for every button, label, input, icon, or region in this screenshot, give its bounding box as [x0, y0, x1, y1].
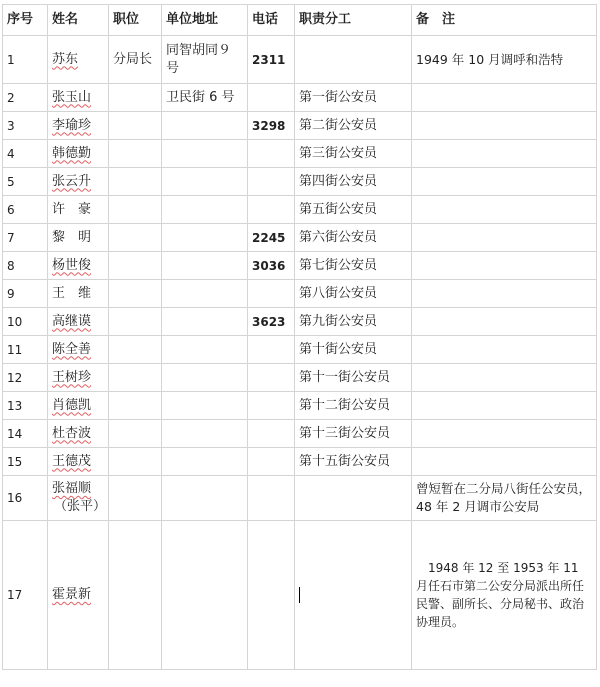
remark-cell [412, 112, 597, 140]
seq-cell: 2 [3, 84, 48, 112]
person-name: 张福顺 [52, 481, 92, 496]
address-cell [162, 392, 248, 420]
person-name: 杜杏波 [52, 425, 92, 441]
name-cell [48, 84, 109, 112]
duty-cell: 第十五街公安员 [295, 448, 412, 476]
table-row [3, 196, 597, 224]
phone-cell [248, 392, 295, 420]
seq-cell: 4 [3, 140, 48, 168]
remark-cell [412, 84, 597, 112]
duty-cell: 第六街公安员 [295, 224, 412, 252]
name-cell [48, 521, 109, 670]
phone-cell [248, 140, 295, 168]
position-cell [109, 308, 162, 336]
address-cell [162, 448, 248, 476]
text-cursor [299, 587, 300, 603]
person-name: 许 豪 [52, 201, 92, 217]
person-name: 苏东 [52, 51, 79, 67]
address-cell [162, 140, 248, 168]
duty-cell: 第十二街公安员 [295, 392, 412, 420]
seq-cell: 7 [3, 224, 48, 252]
table-row [3, 84, 597, 112]
duty-cell: 第九街公安员 [295, 308, 412, 336]
person-name: 高继谟 [52, 313, 92, 329]
name-cell [48, 392, 109, 420]
name-cell [48, 252, 109, 280]
name-cell [48, 364, 109, 392]
seq-cell: 6 [3, 196, 48, 224]
phone-cell [248, 280, 295, 308]
person-name: 王树珍 [52, 369, 92, 385]
duty-cell: 第十一街公安员 [295, 364, 412, 392]
address-cell [162, 112, 248, 140]
seq-cell: 15 [3, 448, 48, 476]
remark-cell [412, 364, 597, 392]
phone-cell [248, 476, 295, 521]
person-alias: （张平） [54, 499, 107, 514]
address-cell [162, 280, 248, 308]
phone-cell [248, 168, 295, 196]
address-cell [162, 196, 248, 224]
address-cell [162, 420, 248, 448]
address-cell [162, 168, 248, 196]
remark-cell [412, 252, 597, 280]
address-cell [162, 521, 248, 670]
person-name: 霍景新 [52, 587, 92, 602]
name-cell [48, 336, 109, 364]
remark-cell [412, 224, 597, 252]
name-cell [48, 36, 109, 84]
seq-cell: 5 [3, 168, 48, 196]
header-phone: 电话 [248, 5, 295, 36]
duty-cell: 第四街公安员 [295, 168, 412, 196]
remark-cell [412, 308, 597, 336]
phone-cell: 3623 [248, 308, 295, 336]
person-name: 肖德凯 [52, 397, 92, 413]
phone-cell [248, 84, 295, 112]
position-cell [109, 392, 162, 420]
position-cell [109, 336, 162, 364]
remark-cell: 1949 年 10 月调呼和浩特 [412, 36, 597, 84]
seq-cell: 3 [3, 112, 48, 140]
position-cell [109, 168, 162, 196]
phone-cell: 3298 [248, 112, 295, 140]
seq-cell: 13 [3, 392, 48, 420]
phone-cell: 2245 [248, 224, 295, 252]
seq-cell: 16 [3, 476, 48, 521]
name-cell [48, 140, 109, 168]
duty-cell: 第三街公安员 [295, 140, 412, 168]
position-cell [109, 84, 162, 112]
remark-cell [412, 140, 597, 168]
duty-cell: 第一街公安员 [295, 84, 412, 112]
duty-cell-editing[interactable] [295, 521, 412, 670]
duty-cell: 第五街公安员 [295, 196, 412, 224]
table-row [3, 168, 597, 196]
remark-cell: 曾短暂在二分局八街任公安员，48 年 2 月调市公安局 [412, 476, 597, 521]
name-cell [48, 196, 109, 224]
phone-cell [248, 336, 295, 364]
remark-cell [412, 392, 597, 420]
name-cell [48, 448, 109, 476]
name-cell [48, 476, 109, 521]
phone-cell [248, 448, 295, 476]
address-cell: 同智胡同９号 [162, 36, 248, 84]
table-row [3, 448, 597, 476]
position-cell [109, 476, 162, 521]
table-row [3, 252, 597, 280]
address-cell [162, 364, 248, 392]
remark-cell [412, 448, 597, 476]
address-cell [162, 476, 248, 521]
seq-cell: 9 [3, 280, 48, 308]
table-row [3, 476, 597, 521]
person-name: 王德茂 [52, 453, 92, 469]
table-row [3, 224, 597, 252]
name-cell [48, 280, 109, 308]
name-cell [48, 112, 109, 140]
position-cell [109, 521, 162, 670]
remark-cell [412, 196, 597, 224]
table-row [3, 392, 597, 420]
remark-cell [412, 420, 597, 448]
header-duty: 职责分工 [295, 5, 412, 36]
header-position: 职位 [109, 5, 162, 36]
phone-cell [248, 521, 295, 670]
phone-cell: 2311 [248, 36, 295, 84]
address-cell [162, 336, 248, 364]
phone-cell: 3036 [248, 252, 295, 280]
table-row [3, 420, 597, 448]
header-name: 姓名 [48, 5, 109, 36]
address-cell: 卫民街 6 号 [162, 84, 248, 112]
header-seq: 序号 [3, 5, 48, 36]
seq-cell: 12 [3, 364, 48, 392]
person-name: 李瑜珍 [52, 117, 92, 133]
address-cell [162, 224, 248, 252]
duty-cell [295, 36, 412, 84]
person-name: 杨世俊 [52, 257, 92, 273]
duty-cell: 第七街公安员 [295, 252, 412, 280]
person-name: 张玉山 [52, 89, 92, 105]
name-cell [48, 224, 109, 252]
table-row [3, 112, 597, 140]
name-cell [48, 420, 109, 448]
duty-cell: 第十街公安员 [295, 336, 412, 364]
duty-cell: 第十三街公安员 [295, 420, 412, 448]
position-cell [109, 112, 162, 140]
phone-cell [248, 420, 295, 448]
address-cell [162, 252, 248, 280]
seq-cell: 11 [3, 336, 48, 364]
personnel-table [2, 4, 597, 670]
remark-cell: 1948 年 12 至 1953 年 11 月任石市第二公安分局派出所任民警、副所长、分局秘书、政治协理员。 [412, 521, 597, 670]
position-cell [109, 140, 162, 168]
seq-cell: 10 [3, 308, 48, 336]
position-cell: 分局长 [109, 36, 162, 84]
person-name: 张云升 [52, 173, 92, 189]
name-cell [48, 168, 109, 196]
phone-cell [248, 196, 295, 224]
name-cell [48, 308, 109, 336]
position-cell [109, 420, 162, 448]
position-cell [109, 252, 162, 280]
position-cell [109, 280, 162, 308]
duty-cell: 第二街公安员 [295, 112, 412, 140]
seq-cell: 14 [3, 420, 48, 448]
seq-cell: 8 [3, 252, 48, 280]
table-row [3, 140, 597, 168]
person-name: 陈全善 [52, 341, 92, 357]
seq-cell: 17 [3, 521, 48, 670]
seq-cell: 1 [3, 36, 48, 84]
position-cell [109, 196, 162, 224]
person-name: 黎 明 [52, 229, 92, 245]
table-row [3, 280, 597, 308]
remark-cell [412, 168, 597, 196]
table-row [3, 336, 597, 364]
table-row [3, 36, 597, 84]
address-cell [162, 308, 248, 336]
position-cell [109, 364, 162, 392]
phone-cell [248, 364, 295, 392]
header-address: 单位地址 [162, 5, 248, 36]
position-cell [109, 448, 162, 476]
remark-cell [412, 336, 597, 364]
position-cell [109, 224, 162, 252]
person-name: 王 维 [52, 285, 92, 301]
header-row [3, 5, 597, 36]
table-row [3, 521, 597, 670]
table-row [3, 308, 597, 336]
header-remark: 备 注 [412, 5, 597, 36]
duty-cell: 第八街公安员 [295, 280, 412, 308]
duty-cell [295, 476, 412, 521]
table-row [3, 364, 597, 392]
person-name: 韩德勤 [52, 145, 92, 161]
remark-cell [412, 280, 597, 308]
